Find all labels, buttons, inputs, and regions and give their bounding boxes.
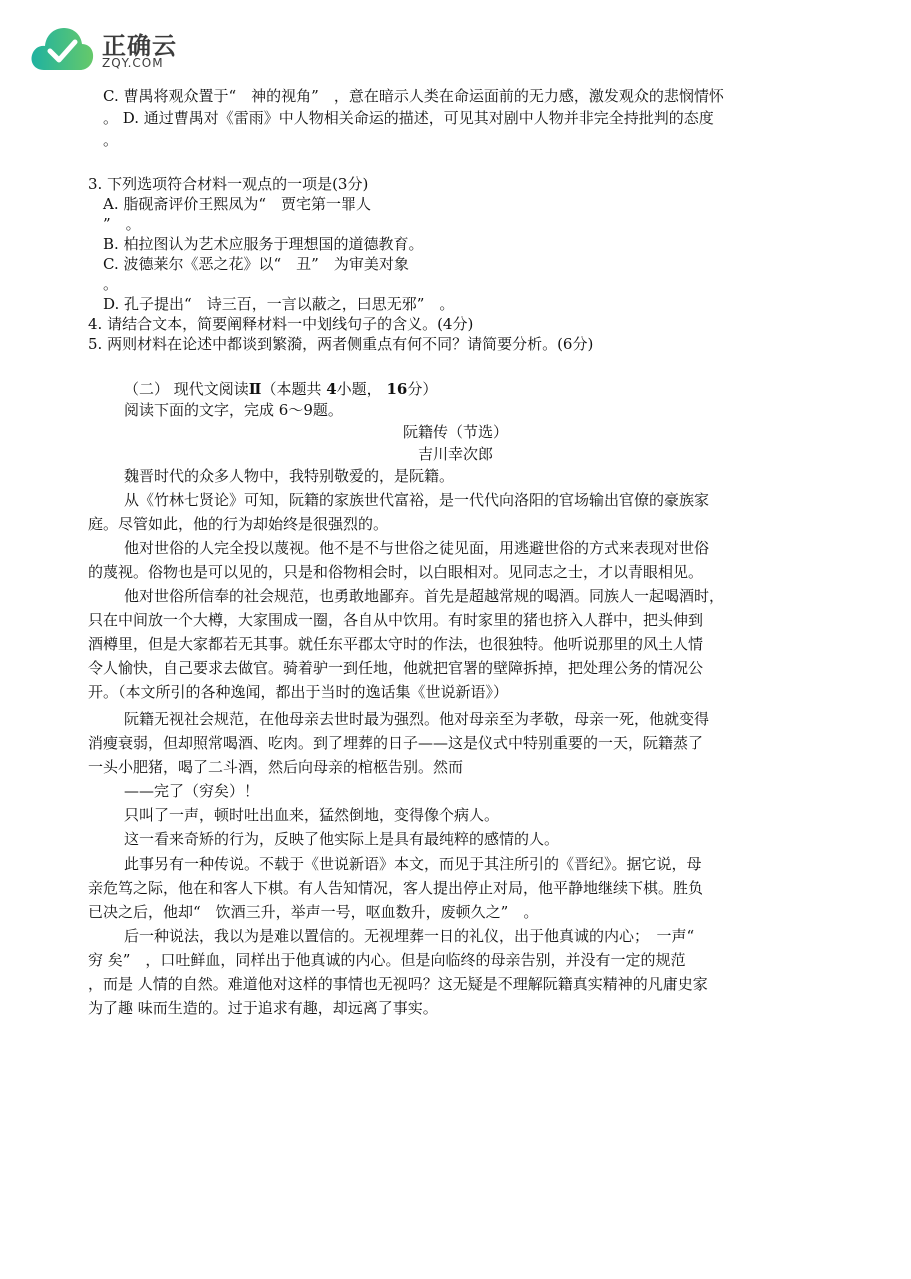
paragraph-10-line-2: 穷 矣” ，口吐鲜血，同样出于他真诚的内心。但是向临终的母亲告别，并没有一定的规范 — [88, 951, 686, 969]
paragraph-9-line-2: 亲危笃之际，他在和客人下棋。有人告知情况，客人提出停止对局，他平静地继续下棋。胜负 — [88, 879, 704, 897]
paragraph-4-line-5: 开。（本文所引的各种逸闻，都出于当时的逸话集《世说新语》） — [88, 683, 509, 701]
option-c-line: C. 曹禺将观众置于“ 神的视角” ，意在暗示人类在命运面前的无力感，激发观众的悲悯情怀 — [103, 87, 724, 105]
paragraph-5-line-1: 阮籍无视社会规范，在他母亲去世时最为强烈。他对母亲至为孝敬，母亲一死，他就变得 — [124, 710, 710, 728]
question-3-option-a-end: ” 。 — [103, 215, 141, 233]
paragraph-5-line-2: 消瘦衰弱，但却照常喝酒、吃肉。到了埋葬的日子——这是仪式中特别重要的一天，阮籍蒸了 — [88, 734, 704, 752]
section-heading-pre: （二） 现代文阅读 — [124, 380, 249, 398]
paragraph-2-line-1: 从《竹林七贤论》可知，阮籍的家族世代富裕，是一代代向洛阳的官场输出官僚的豪族家 — [124, 491, 710, 509]
paragraph-1: 魏晋时代的众多人物中，我特别敬爱的，是阮籍。 — [124, 467, 455, 485]
paragraph-7: 只叫了一声，顿时吐出血来，猛然倒地，变得像个病人。 — [124, 806, 500, 824]
paragraph-2-line-2: 庭。尽管如此，他的行为却始终是很强烈的。 — [88, 515, 389, 533]
question-3-option-a: A. 脂砚斋评价王熙凤为“ 贾宅第一罪人 — [103, 195, 372, 213]
section-heading-num1: 4 — [326, 380, 337, 398]
section-heading-num2: 16 — [386, 380, 408, 398]
paragraph-4-line-1: 他对世俗所信奉的社会规范，也勇敢地鄙弃。首先是超越常规的喝酒。同族人一起喝酒时， — [124, 587, 725, 605]
question-3: 3. 下列选项符合材料一观点的一项是(3分) — [88, 175, 369, 193]
section-heading — [124, 379, 437, 399]
option-d-line: 。 D. 通过曹禺对《雷雨》中人物相关命运的描述，可见其对剧中人物并非完全持批判的态度 — [103, 109, 714, 127]
question-5: 5. 两则材料在论述中都谈到繁漪，两者侧重点有何不同？请简要分析。(6分) — [88, 335, 594, 353]
question-4: 4. 请结合文本，简要阐释材料一中划线句子的含义。(4分) — [88, 315, 474, 333]
section-heading-mid1: （本题共 — [261, 380, 327, 398]
option-d-end: 。 — [103, 131, 119, 149]
paragraph-3-line-1: 他对世俗的人完全投以蔑视。他不是不与世俗之徒见面，用逃避世俗的方式来表现对世俗 — [124, 539, 710, 557]
paragraph-9-line-3: 已决之后，他却“ 饮酒三升，举声一号，呕血数升，废顿久之” 。 — [88, 903, 539, 921]
section-heading-mid2: 小题， — [336, 380, 387, 398]
paragraph-10-line-4: 为了趣 味而生造的。过于追求有趣，却远离了事实。 — [88, 999, 438, 1017]
paragraph-3-line-2: 的蔑视。俗物也是可以见的，只是和俗物相会时，以白眼相对。见同志之士，才以青眼相见。 — [88, 563, 704, 581]
paragraph-10-line-1: 后一种说法，我以为是难以置信的。无视埋葬一日的礼仪，出于他真诚的内心； 一声“ — [124, 927, 695, 945]
paragraph-6: ——完了（穷矣）！ — [124, 782, 260, 800]
question-3-option-c: C. 波德莱尔《恶之花》以“ 丑” 为审美对象 — [103, 255, 409, 273]
question-3-option-b: B. 柏拉图认为艺术应服务于理想国的道德教育。 — [103, 235, 424, 253]
question-3-option-d: D. 孔子提出“ 诗三百，一言以蔽之，曰思无邪” 。 — [103, 295, 455, 313]
article-author: 吉川幸次郎 — [417, 445, 493, 463]
paragraph-9-line-1: 此事另有一种传说。不载于《世说新语》本文，而见于其注所引的《晋纪》。据它说，母 — [124, 855, 702, 873]
logo-domain: ZQY.COM — [102, 56, 164, 70]
section-heading-post: 分） — [407, 380, 438, 398]
question-3-option-c-end: 。 — [103, 275, 119, 293]
reading-instruction: 阅读下面的文字，完成 6～9题。 — [124, 401, 343, 419]
paragraph-5-line-3: 一头小肥猪，喝了二斗酒，然后向母亲的棺柩告别。然而 — [88, 758, 464, 776]
paragraph-4-line-4: 令人愉快，自己要求去做官。骑着驴一到任地，他就把官署的壁障拆掉，把处理公务的情况公 — [88, 659, 704, 677]
paragraph-4-line-2: 只在中间放一个大樽，大家围成一圈，各自从中饮用。有时家里的猪也挤入人群中，把头伸到 — [88, 611, 704, 629]
paragraph-4-line-3: 酒樽里，但是大家都若无其事。就任东平郡太守时的作法，也很独特。他听说那里的风土人情 — [88, 635, 704, 653]
article-title: 阮籍传（节选） — [402, 423, 508, 441]
paragraph-8: 这一看来奇矫的行为，反映了他实际上是具有最纯粹的感情的人。 — [124, 830, 560, 848]
paragraph-10-line-3: ，而是 人情的自然。难道他对这样的事情也无视吗？这无疑是不理解阮籍真实精神的凡庸史家 — [88, 975, 708, 993]
logo-name: 正确云 — [102, 32, 177, 60]
section-heading-roman: Ⅱ — [248, 380, 262, 398]
